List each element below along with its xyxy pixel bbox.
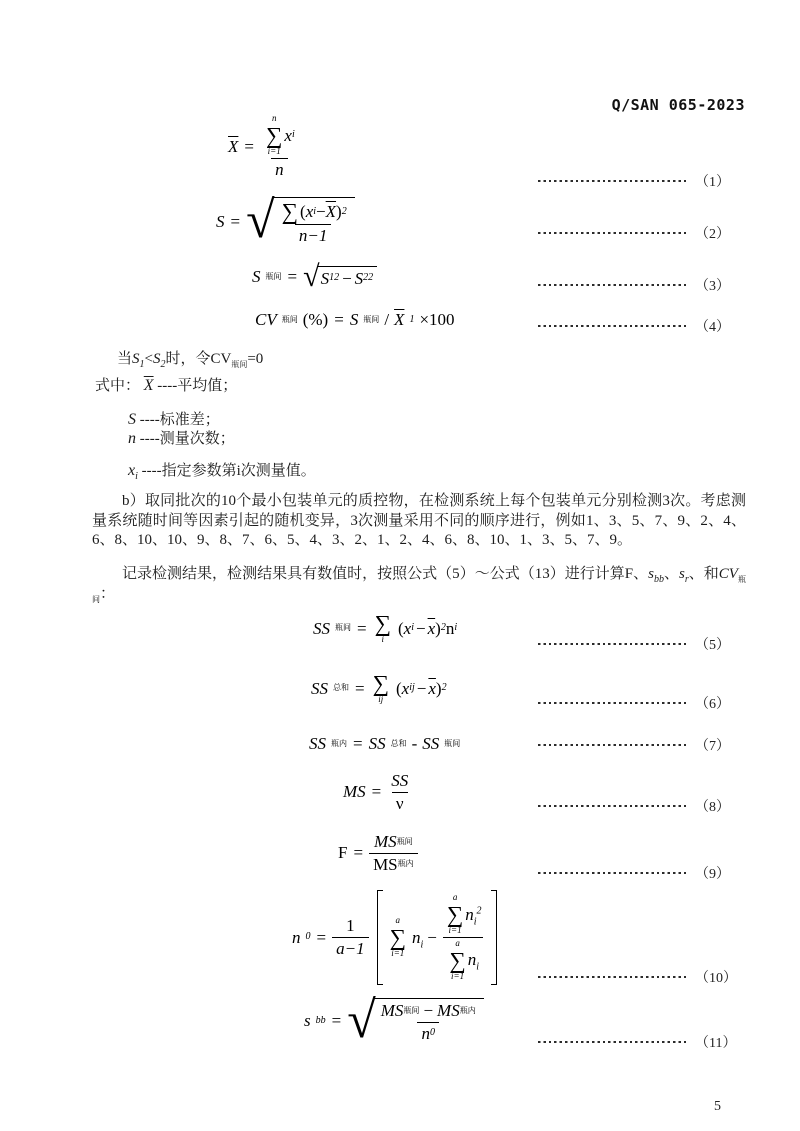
sum-lower: i=1: [451, 970, 465, 981]
sum-lower: i=1: [267, 145, 281, 156]
formula-label: （3）: [695, 279, 730, 294]
sub: i: [473, 916, 477, 927]
radical-symbol: √: [303, 260, 320, 293]
paragraph-b: b）取同批次的10个最小包装单元的质控物，在检测系统上每个包装单元分别检测3次。考虑测量系统随时间等因素引起的随机变异，3次测量采用不同的顺序进行，例如1、3、5、7、9、2、4、6、8、10、10、9、8、7、6、5、4、3、2、1、2、4、6、8、10、1、3、5、7、9。: [92, 493, 746, 548]
var: F: [338, 843, 348, 863]
leader-6: [538, 694, 730, 712]
var: n: [467, 950, 477, 970]
var: x: [403, 618, 412, 638]
formula-2: [216, 192, 355, 250]
right-bracket: [491, 890, 497, 985]
dotted-leader: [538, 872, 688, 874]
radical-symbol: √: [347, 991, 376, 1049]
paren: ): [435, 678, 442, 698]
var: S: [349, 310, 359, 329]
paren: ): [336, 201, 342, 221]
paragraph-record: [92, 565, 746, 604]
var: $\overline{X}$: [394, 310, 405, 329]
sub: bb: [653, 574, 664, 585]
var: SS: [313, 618, 330, 638]
sub: i: [135, 471, 138, 482]
sigma-symbol: ∑: [446, 901, 464, 927]
sigma-symbol: ∑: [281, 199, 299, 224]
var: CV: [255, 310, 277, 329]
square-root: √ S 1 2 − S 2 2: [303, 265, 377, 289]
var: MS: [373, 854, 398, 874]
formula-9: [338, 832, 418, 874]
text: =0: [247, 351, 264, 367]
doc-code-header: Q/SAN 065-2023: [611, 96, 745, 114]
text: 时，令CV: [165, 351, 232, 367]
where-line-n: [128, 427, 235, 448]
sum-lower: i=1: [391, 947, 405, 958]
dotted-leader: [538, 284, 688, 286]
text: ：: [100, 585, 116, 602]
var: S: [354, 268, 364, 288]
formula-label: （10）: [695, 971, 737, 986]
sub: 瓶间: [231, 360, 248, 369]
sup: 2: [476, 904, 482, 916]
dotted-leader: [538, 232, 688, 234]
fraction: MS 瓶间 MS 瓶内: [369, 832, 418, 874]
paren: ): [435, 618, 441, 638]
op: /: [384, 310, 390, 329]
radical-symbol: √: [246, 192, 275, 250]
where-line-xi: [128, 459, 316, 480]
sigma-symbol: ∑: [374, 611, 391, 636]
sub: r: [684, 574, 689, 585]
var: $\overline{X}$: [143, 377, 154, 394]
var: x: [305, 201, 314, 221]
condition-line: [117, 347, 263, 368]
var: CV: [718, 566, 738, 582]
text: 当: [117, 351, 133, 367]
formula-label: （6）: [695, 697, 730, 712]
leader-10: [538, 968, 737, 986]
leader-7: [538, 736, 730, 754]
op: =: [331, 1010, 342, 1030]
formula-label: （9）: [695, 867, 730, 882]
op: <: [144, 351, 153, 367]
var: MS: [374, 832, 397, 851]
var: $\overline{x}$: [428, 678, 436, 698]
sub: 瓶间: [92, 575, 746, 604]
op: =: [357, 618, 367, 638]
fraction: n ∑ i=1 x i n: [265, 113, 295, 179]
op: −: [416, 618, 426, 638]
var: n: [292, 927, 301, 947]
fraction: [441, 893, 486, 982]
var: S: [216, 211, 225, 231]
var: $\overline{x}$: [427, 618, 436, 638]
sigma-symbol: ∑: [389, 924, 406, 950]
var: S: [132, 351, 140, 367]
sum-upper: a: [452, 892, 458, 902]
leader-9: [538, 864, 730, 882]
var: n: [411, 927, 421, 947]
dotted-leader: [538, 976, 688, 978]
var: MS: [343, 782, 366, 802]
var: S: [152, 351, 161, 367]
op: ×100: [419, 310, 455, 329]
paren: (: [396, 678, 402, 698]
square-root: [347, 991, 483, 1049]
var: $\overline{X}$: [325, 201, 337, 221]
desc: ----标准差；: [139, 412, 220, 428]
var: n: [465, 904, 474, 924]
formula-3: S 瓶间 = √ S 1 2 − S 2 2: [252, 265, 377, 289]
denominator: ν: [392, 792, 408, 814]
formula-label: （2）: [695, 227, 730, 242]
sum-lower: i=1: [448, 924, 462, 935]
desc: ----平均值；: [157, 378, 238, 394]
paren: (: [300, 201, 306, 221]
sub: 2: [160, 359, 166, 370]
formula-label: （7）: [695, 739, 730, 754]
summation: [266, 114, 282, 157]
bracket-group: [377, 890, 497, 985]
denominator: a−1: [332, 937, 368, 959]
op: =: [316, 927, 327, 947]
op: =: [353, 734, 363, 753]
leader-1: [538, 172, 730, 190]
var: n: [128, 430, 136, 447]
op: −: [316, 201, 326, 221]
desc: ----指定参数第i次测量值。: [141, 463, 316, 479]
formula-10: n 0 = $\frac{1}{a-1}$ a ∑ i=1 $n_i$ − a ∑ i=1 $n_i^2$ a ∑ i=1 $n_i$: [292, 890, 497, 985]
sigma-symbol: ∑: [372, 671, 389, 696]
var: s: [648, 566, 654, 582]
text: 、和: [688, 566, 719, 582]
op: −: [427, 927, 437, 947]
var: SS: [422, 734, 440, 753]
op: -: [411, 734, 418, 753]
var: MS: [437, 1001, 460, 1020]
formula-8: [343, 771, 412, 813]
formula-label: （11）: [695, 1036, 737, 1051]
leader-2: [538, 224, 730, 242]
formula-11: s bb = √ MS 瓶间 − MS 瓶内 n 0: [304, 998, 484, 1043]
summation: [282, 200, 298, 223]
fraction: ∑ ( x i − $\overline{X}$ ) 2 n−1: [281, 199, 347, 245]
where-line-s: [128, 408, 220, 429]
left-bracket: [377, 890, 383, 985]
leader-3: [538, 276, 730, 294]
dotted-leader: [538, 805, 688, 807]
dotted-leader: [538, 180, 688, 182]
sub: i: [476, 961, 480, 973]
summation: [449, 939, 465, 982]
where-line-xbar: [95, 374, 237, 395]
formula-label: （8）: [695, 800, 730, 815]
numerator: SS: [391, 771, 409, 790]
summation: [373, 672, 389, 705]
formula-label: （5）: [695, 638, 730, 653]
var: SS: [311, 678, 328, 698]
leader-11: [538, 1033, 736, 1051]
var: s: [679, 566, 685, 582]
leader-8: [538, 797, 730, 815]
op: =: [371, 782, 382, 802]
var: SS: [309, 734, 326, 753]
denominator: n−1: [295, 224, 331, 246]
op: =: [355, 678, 365, 698]
var: $\overline{X}$: [228, 136, 239, 156]
op: −: [423, 1001, 434, 1020]
dotted-leader: [538, 702, 688, 704]
sigma-symbol: ∑: [265, 122, 283, 148]
formula-6: SS 总和 = ∑ ij ( x ij − $\overline{x}$ ) 2: [311, 671, 447, 704]
dotted-leader: [538, 1041, 688, 1043]
fraction: [332, 916, 368, 958]
formula-7: SS 瓶内 = SS 总和 - SS 瓶间: [309, 734, 461, 753]
where-label: 式中：: [95, 378, 141, 394]
summation: [390, 916, 406, 959]
op: =: [230, 211, 241, 231]
var: x: [128, 462, 136, 479]
var: n: [421, 1023, 430, 1043]
summation: [447, 893, 463, 936]
var: S: [252, 267, 261, 287]
sub: 1: [139, 359, 145, 370]
op: =: [334, 310, 344, 329]
formula-5: SS 瓶间 = ∑ i ( x i − $\overline{x}$ ) 2 n i: [313, 611, 458, 644]
formula-4: CV 瓶间 (%) = S 瓶间 / $\overline{X}$ 1 ×100: [255, 310, 455, 329]
dotted-leader: [538, 744, 688, 746]
sum-lower: i: [381, 634, 385, 644]
var: MS: [380, 1001, 404, 1020]
square-root: [246, 192, 355, 250]
numerator: 1: [346, 916, 355, 936]
var: SS: [368, 734, 386, 753]
leader-4: [538, 317, 730, 335]
leader-5: [538, 635, 730, 653]
text: 、: [663, 566, 680, 582]
sum-upper: n: [271, 113, 277, 123]
var: x: [401, 678, 410, 698]
op: −: [342, 268, 352, 288]
op: −: [416, 678, 427, 698]
var: x: [284, 125, 292, 145]
sub: i: [420, 938, 424, 950]
var: s: [304, 1010, 311, 1030]
denominator: n: [271, 158, 288, 180]
var: S: [320, 268, 330, 288]
formula-1: [228, 114, 299, 179]
formula-label: （4）: [695, 320, 730, 335]
percent: (%): [302, 310, 329, 329]
dotted-leader: [538, 643, 688, 645]
dotted-leader: [538, 325, 688, 327]
fraction: [387, 771, 412, 813]
text: 记录检测结果，检测结果具有数值时，按照公式（5）～公式（13）进行计算F、: [122, 566, 649, 582]
op: =: [244, 136, 254, 156]
sigma-symbol: ∑: [449, 947, 466, 973]
op: =: [287, 267, 298, 287]
fraction: MS 瓶间 − MS 瓶内 n 0: [380, 1001, 476, 1043]
op: =: [353, 843, 364, 863]
desc: ----测量次数；: [139, 431, 235, 447]
sum-upper: a: [455, 937, 460, 948]
summation: [375, 612, 391, 645]
paren: (: [398, 618, 404, 638]
var: S: [128, 411, 136, 428]
sum-lower: ij: [378, 694, 384, 704]
sum-upper: a: [395, 914, 401, 925]
page-number: 5: [714, 1099, 721, 1114]
var: n: [445, 618, 455, 638]
formula-label: （1）: [695, 175, 730, 190]
